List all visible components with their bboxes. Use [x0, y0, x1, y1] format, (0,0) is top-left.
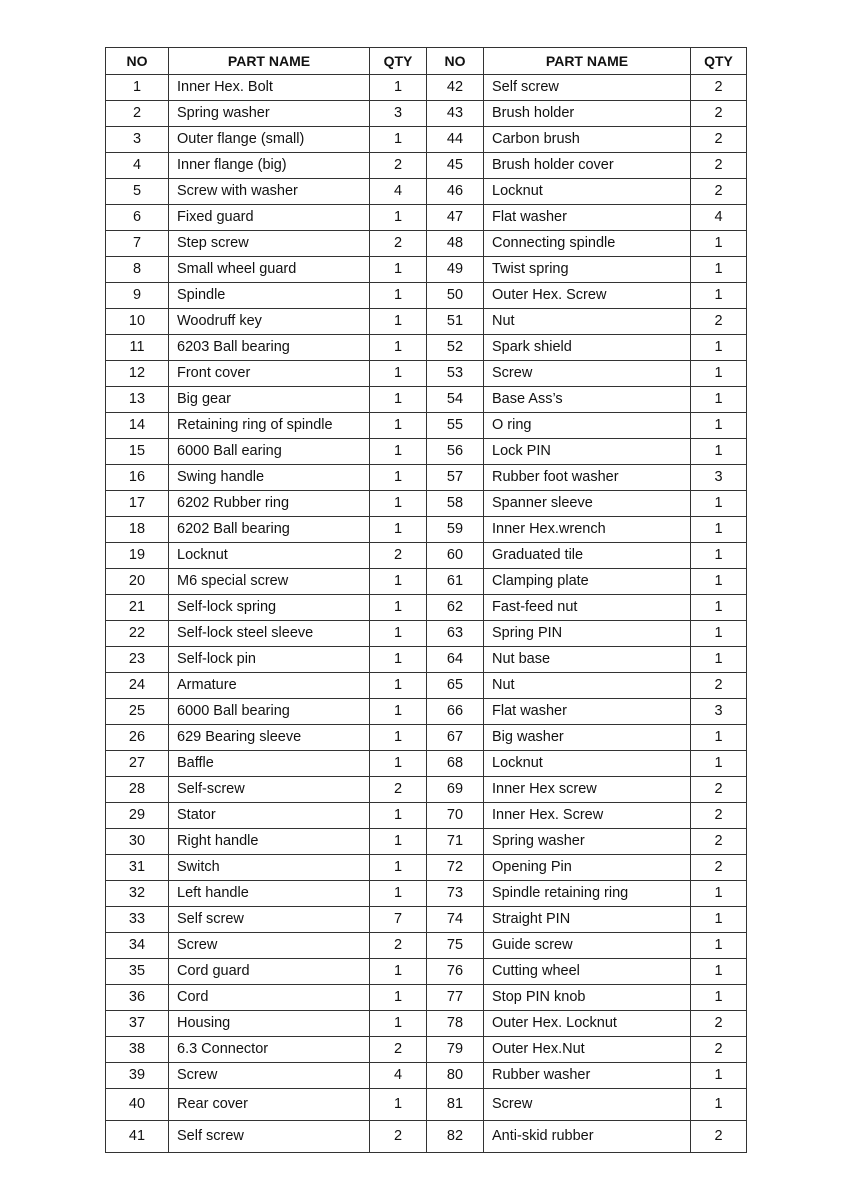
part-qty: 1: [370, 725, 427, 751]
part-number: 21: [106, 595, 169, 621]
part-name: Connecting spindle: [484, 231, 691, 257]
part-qty: 4: [370, 1063, 427, 1089]
parts-table: [105, 47, 747, 1153]
part-name: 629 Bearing sleeve: [169, 725, 370, 751]
part-number: 82: [427, 1121, 484, 1153]
table-row: [106, 153, 747, 179]
part-name: Spring PIN: [484, 621, 691, 647]
part-qty: 1: [691, 257, 747, 283]
part-qty: 1: [370, 75, 427, 101]
part-number: 69: [427, 777, 484, 803]
part-qty: 1: [370, 361, 427, 387]
part-number: 73: [427, 881, 484, 907]
part-name: Locknut: [169, 543, 370, 569]
part-qty: 2: [370, 777, 427, 803]
table-row: [106, 543, 747, 569]
part-name: Inner Hex.wrench: [484, 517, 691, 543]
part-qty: 2: [691, 777, 747, 803]
part-qty: 1: [370, 881, 427, 907]
part-qty: 1: [370, 127, 427, 153]
part-qty: 1: [691, 413, 747, 439]
part-qty: 2: [691, 829, 747, 855]
part-name: Base Ass’s: [484, 387, 691, 413]
header-no: NO: [106, 48, 169, 75]
table-row: [106, 829, 747, 855]
part-qty: 1: [370, 257, 427, 283]
part-name: Twist spring: [484, 257, 691, 283]
header-qty: QTY: [691, 48, 747, 75]
part-number: 59: [427, 517, 484, 543]
part-name: Flat washer: [484, 205, 691, 231]
part-number: 78: [427, 1011, 484, 1037]
part-name: Switch: [169, 855, 370, 881]
part-number: 47: [427, 205, 484, 231]
part-name: Armature: [169, 673, 370, 699]
table-row: [106, 465, 747, 491]
part-name: 6.3 Connector: [169, 1037, 370, 1063]
part-qty: 1: [370, 829, 427, 855]
part-name: Self screw: [169, 1121, 370, 1153]
part-name: Straight PIN: [484, 907, 691, 933]
part-qty: 1: [691, 283, 747, 309]
table-row: [106, 751, 747, 777]
part-name: Left handle: [169, 881, 370, 907]
part-qty: 2: [691, 179, 747, 205]
table-row: [106, 1089, 747, 1121]
table-row: [106, 673, 747, 699]
part-name: Fixed guard: [169, 205, 370, 231]
part-name: Right handle: [169, 829, 370, 855]
part-name: Outer Hex.Nut: [484, 1037, 691, 1063]
part-number: 29: [106, 803, 169, 829]
part-name: Self-lock spring: [169, 595, 370, 621]
part-name: Spark shield: [484, 335, 691, 361]
part-qty: 4: [691, 205, 747, 231]
part-name: Stop PIN knob: [484, 985, 691, 1011]
part-qty: 2: [691, 127, 747, 153]
part-number: 7: [106, 231, 169, 257]
part-number: 45: [427, 153, 484, 179]
part-number: 9: [106, 283, 169, 309]
table-row: [106, 179, 747, 205]
part-qty: 2: [370, 543, 427, 569]
part-qty: 1: [691, 959, 747, 985]
part-number: 60: [427, 543, 484, 569]
part-qty: 1: [691, 595, 747, 621]
part-number: 48: [427, 231, 484, 257]
part-name: Swing handle: [169, 465, 370, 491]
part-qty: 1: [691, 387, 747, 413]
part-number: 2: [106, 101, 169, 127]
table-row: [106, 725, 747, 751]
part-qty: 2: [691, 153, 747, 179]
part-name: M6 special screw: [169, 569, 370, 595]
table-row: [106, 855, 747, 881]
part-name: Inner Hex. Screw: [484, 803, 691, 829]
part-name: Screw: [484, 1089, 691, 1121]
table-row: [106, 1063, 747, 1089]
part-number: 28: [106, 777, 169, 803]
part-qty: 2: [691, 1121, 747, 1153]
part-qty: 1: [691, 543, 747, 569]
part-name: Anti-skid rubber: [484, 1121, 691, 1153]
part-number: 57: [427, 465, 484, 491]
part-name: Nut base: [484, 647, 691, 673]
part-name: Guide screw: [484, 933, 691, 959]
part-qty: 1: [691, 881, 747, 907]
part-number: 79: [427, 1037, 484, 1063]
part-number: 76: [427, 959, 484, 985]
part-number: 37: [106, 1011, 169, 1037]
part-name: Small wheel guard: [169, 257, 370, 283]
part-name: Self screw: [484, 75, 691, 101]
part-qty: 1: [370, 959, 427, 985]
part-name: Spindle retaining ring: [484, 881, 691, 907]
part-number: 58: [427, 491, 484, 517]
part-number: 10: [106, 309, 169, 335]
part-qty: 1: [370, 309, 427, 335]
part-qty: 1: [691, 517, 747, 543]
part-qty: 2: [370, 153, 427, 179]
part-number: 46: [427, 179, 484, 205]
part-name: Brush holder: [484, 101, 691, 127]
part-name: Rubber foot washer: [484, 465, 691, 491]
part-name: 6203 Ball bearing: [169, 335, 370, 361]
part-qty: 1: [370, 699, 427, 725]
part-name: 6202 Rubber ring: [169, 491, 370, 517]
part-name: Cutting wheel: [484, 959, 691, 985]
part-number: 3: [106, 127, 169, 153]
table-row: [106, 283, 747, 309]
part-name: Cord guard: [169, 959, 370, 985]
table-row: [106, 75, 747, 101]
table-row: [106, 959, 747, 985]
part-qty: 2: [691, 803, 747, 829]
part-number: 49: [427, 257, 484, 283]
table-row: [106, 881, 747, 907]
part-name: O ring: [484, 413, 691, 439]
part-qty: 2: [370, 1121, 427, 1153]
part-qty: 2: [691, 855, 747, 881]
part-qty: 1: [370, 1011, 427, 1037]
part-number: 14: [106, 413, 169, 439]
part-qty: 2: [691, 1037, 747, 1063]
table-row: [106, 647, 747, 673]
part-number: 19: [106, 543, 169, 569]
part-number: 75: [427, 933, 484, 959]
part-number: 25: [106, 699, 169, 725]
part-qty: 3: [370, 101, 427, 127]
table-row: [106, 413, 747, 439]
part-number: 42: [427, 75, 484, 101]
part-number: 1: [106, 75, 169, 101]
part-name: Woodruff key: [169, 309, 370, 335]
part-qty: 2: [370, 1037, 427, 1063]
part-number: 56: [427, 439, 484, 465]
part-name: Outer Hex. Locknut: [484, 1011, 691, 1037]
part-qty: 1: [691, 491, 747, 517]
table-row: [106, 1121, 747, 1153]
part-number: 64: [427, 647, 484, 673]
part-qty: 1: [691, 621, 747, 647]
table-row: [106, 1011, 747, 1037]
table-row: [106, 309, 747, 335]
part-number: 36: [106, 985, 169, 1011]
part-number: 72: [427, 855, 484, 881]
part-name: 6000 Ball earing: [169, 439, 370, 465]
part-name: Stator: [169, 803, 370, 829]
part-qty: 2: [691, 309, 747, 335]
part-name: Fast-feed nut: [484, 595, 691, 621]
part-qty: 1: [691, 933, 747, 959]
part-qty: 1: [691, 985, 747, 1011]
part-number: 81: [427, 1089, 484, 1121]
part-name: Locknut: [484, 751, 691, 777]
part-name: Screw with washer: [169, 179, 370, 205]
part-number: 22: [106, 621, 169, 647]
part-number: 55: [427, 413, 484, 439]
part-number: 23: [106, 647, 169, 673]
part-name: Retaining ring of spindle: [169, 413, 370, 439]
part-number: 32: [106, 881, 169, 907]
part-name: Self screw: [169, 907, 370, 933]
part-number: 51: [427, 309, 484, 335]
part-name: Self-lock steel sleeve: [169, 621, 370, 647]
part-number: 68: [427, 751, 484, 777]
part-name: Screw: [484, 361, 691, 387]
part-qty: 1: [370, 387, 427, 413]
table-row: [106, 803, 747, 829]
part-name: Lock PIN: [484, 439, 691, 465]
table-row: [106, 777, 747, 803]
part-qty: 7: [370, 907, 427, 933]
part-name: Screw: [169, 933, 370, 959]
part-qty: 1: [370, 985, 427, 1011]
part-name: Self-lock pin: [169, 647, 370, 673]
part-number: 13: [106, 387, 169, 413]
part-number: 66: [427, 699, 484, 725]
part-number: 53: [427, 361, 484, 387]
part-name: Spring washer: [169, 101, 370, 127]
part-qty: 1: [370, 335, 427, 361]
part-name: Rubber washer: [484, 1063, 691, 1089]
table-row: [106, 257, 747, 283]
part-qty: 1: [691, 439, 747, 465]
part-number: 33: [106, 907, 169, 933]
table-row: [106, 517, 747, 543]
part-name: Front cover: [169, 361, 370, 387]
part-qty: 1: [691, 1063, 747, 1089]
part-qty: 1: [691, 751, 747, 777]
part-number: 16: [106, 465, 169, 491]
table-row: [106, 699, 747, 725]
part-name: Inner Hex screw: [484, 777, 691, 803]
part-qty: 1: [370, 439, 427, 465]
part-number: 80: [427, 1063, 484, 1089]
part-number: 74: [427, 907, 484, 933]
part-number: 27: [106, 751, 169, 777]
part-name: Brush holder cover: [484, 153, 691, 179]
table-row: [106, 335, 747, 361]
table-row: [106, 595, 747, 621]
part-qty: 2: [691, 75, 747, 101]
part-name: Housing: [169, 1011, 370, 1037]
part-name: 6202 Ball bearing: [169, 517, 370, 543]
part-name: Big washer: [484, 725, 691, 751]
part-number: 20: [106, 569, 169, 595]
part-number: 11: [106, 335, 169, 361]
part-qty: 1: [370, 595, 427, 621]
part-name: Nut: [484, 673, 691, 699]
header-no: NO: [427, 48, 484, 75]
part-name: Carbon brush: [484, 127, 691, 153]
part-name: Opening Pin: [484, 855, 691, 881]
part-name: Outer flange (small): [169, 127, 370, 153]
part-qty: 3: [691, 699, 747, 725]
part-number: 67: [427, 725, 484, 751]
header-qty: QTY: [370, 48, 427, 75]
header-part-name: PART NAME: [484, 48, 691, 75]
part-qty: 1: [370, 465, 427, 491]
part-number: 40: [106, 1089, 169, 1121]
part-qty: 1: [691, 361, 747, 387]
part-qty: 1: [691, 647, 747, 673]
part-number: 61: [427, 569, 484, 595]
header-row: [106, 48, 747, 75]
part-qty: 1: [370, 647, 427, 673]
table-row: [106, 985, 747, 1011]
part-qty: 1: [370, 491, 427, 517]
part-number: 65: [427, 673, 484, 699]
table-row: [106, 387, 747, 413]
part-number: 34: [106, 933, 169, 959]
table-row: [106, 101, 747, 127]
part-qty: 1: [370, 517, 427, 543]
part-number: 24: [106, 673, 169, 699]
part-number: 35: [106, 959, 169, 985]
part-number: 5: [106, 179, 169, 205]
part-qty: 3: [691, 465, 747, 491]
part-qty: 1: [370, 855, 427, 881]
table-row: [106, 439, 747, 465]
part-name: Step screw: [169, 231, 370, 257]
part-number: 26: [106, 725, 169, 751]
part-qty: 1: [691, 907, 747, 933]
part-qty: 2: [691, 1011, 747, 1037]
part-qty: 2: [370, 933, 427, 959]
table-row: [106, 1037, 747, 1063]
part-qty: 1: [370, 1089, 427, 1121]
part-name: Rear cover: [169, 1089, 370, 1121]
table-row: [106, 907, 747, 933]
part-name: Spindle: [169, 283, 370, 309]
part-name: Self-screw: [169, 777, 370, 803]
part-name: Locknut: [484, 179, 691, 205]
part-name: Graduated tile: [484, 543, 691, 569]
table-row: [106, 491, 747, 517]
part-qty: 1: [370, 803, 427, 829]
part-qty: 2: [691, 101, 747, 127]
part-name: Spring washer: [484, 829, 691, 855]
part-number: 41: [106, 1121, 169, 1153]
part-name: Inner Hex. Bolt: [169, 75, 370, 101]
part-qty: 1: [691, 1089, 747, 1121]
part-qty: 1: [370, 621, 427, 647]
part-number: 52: [427, 335, 484, 361]
part-number: 12: [106, 361, 169, 387]
part-number: 43: [427, 101, 484, 127]
part-number: 17: [106, 491, 169, 517]
part-name: Big gear: [169, 387, 370, 413]
part-qty: 1: [370, 205, 427, 231]
part-qty: 1: [370, 283, 427, 309]
part-number: 54: [427, 387, 484, 413]
table-row: [106, 361, 747, 387]
part-qty: 1: [370, 751, 427, 777]
table-row: [106, 231, 747, 257]
part-qty: 4: [370, 179, 427, 205]
part-qty: 1: [691, 231, 747, 257]
part-name: Cord: [169, 985, 370, 1011]
header-part-name: PART NAME: [169, 48, 370, 75]
part-number: 6: [106, 205, 169, 231]
part-qty: 1: [691, 569, 747, 595]
part-number: 4: [106, 153, 169, 179]
part-qty: 1: [370, 413, 427, 439]
part-qty: 1: [370, 673, 427, 699]
part-number: 44: [427, 127, 484, 153]
part-name: Flat washer: [484, 699, 691, 725]
part-number: 71: [427, 829, 484, 855]
part-number: 8: [106, 257, 169, 283]
part-number: 38: [106, 1037, 169, 1063]
part-qty: 1: [370, 569, 427, 595]
table-row: [106, 569, 747, 595]
part-name: Nut: [484, 309, 691, 335]
part-name: Outer Hex. Screw: [484, 283, 691, 309]
part-qty: 1: [691, 725, 747, 751]
table-row: [106, 933, 747, 959]
part-name: Baffle: [169, 751, 370, 777]
part-number: 70: [427, 803, 484, 829]
part-name: Spanner sleeve: [484, 491, 691, 517]
part-number: 18: [106, 517, 169, 543]
part-number: 50: [427, 283, 484, 309]
part-number: 63: [427, 621, 484, 647]
table-row: [106, 205, 747, 231]
parts-body: [106, 75, 747, 1153]
table-row: [106, 127, 747, 153]
table-row: [106, 621, 747, 647]
part-qty: 1: [691, 335, 747, 361]
part-number: 31: [106, 855, 169, 881]
part-name: Inner flange (big): [169, 153, 370, 179]
part-number: 39: [106, 1063, 169, 1089]
part-qty: 2: [370, 231, 427, 257]
part-name: 6000 Ball bearing: [169, 699, 370, 725]
part-number: 15: [106, 439, 169, 465]
part-name: Clamping plate: [484, 569, 691, 595]
part-number: 30: [106, 829, 169, 855]
part-number: 62: [427, 595, 484, 621]
part-qty: 2: [691, 673, 747, 699]
part-number: 77: [427, 985, 484, 1011]
part-name: Screw: [169, 1063, 370, 1089]
